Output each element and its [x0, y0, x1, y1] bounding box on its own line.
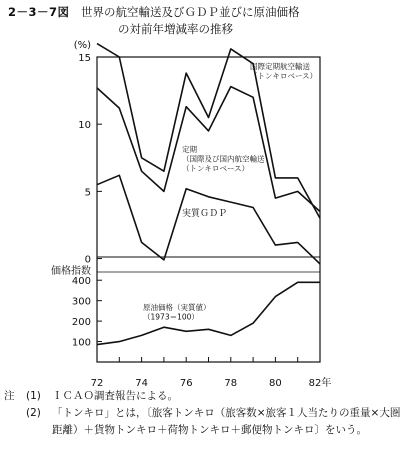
notes-label: 注 — [4, 390, 15, 402]
y-tick-label: 0 — [84, 254, 91, 266]
figure-title: 世界の航空輸送及びＧＤＰ並びに原油価格 — [81, 5, 300, 19]
x-tick-label: 78 — [224, 378, 238, 388]
series-label-intl-scheduled: 国際定期航空輸送（トンキロベース） — [250, 62, 318, 81]
y-tick-label: 10 — [78, 120, 91, 132]
note-text: 「トンキロ」とは，〔旅客トンキロ（旅客数×旅客１人当たりの重量×大圏距離）＋貨物トンキロ＋荷物トンキロ＋郵便物トンキロ〕をいう。 — [52, 407, 401, 436]
series-label-crude-oil: 原油価格（実質値）（1973＝100） — [143, 303, 211, 322]
series-label-real-gdp: 実質ＧＤＰ — [182, 209, 228, 219]
series-line-crude-oil — [97, 282, 320, 344]
note-text: ＩＣＡＯ調査報告による。 — [52, 390, 178, 402]
y-tick-label: 300 — [71, 296, 91, 308]
y-tick-label: 5 — [84, 187, 91, 199]
note-item — [4, 405, 406, 439]
y-tick-label: 100 — [71, 337, 91, 349]
x-tick-label: 76 — [179, 378, 193, 388]
notes-block — [4, 388, 406, 439]
series-line-real-gdp — [97, 175, 320, 264]
y-axis-label: 価格指数 — [51, 266, 91, 277]
note-index: (2) — [26, 407, 41, 419]
note-item — [4, 388, 406, 405]
y-tick-label: 400 — [71, 276, 91, 288]
x-tick-label: 80 — [269, 378, 282, 388]
x-tick-label: 82年 — [308, 378, 332, 388]
x-tick-label: 74 — [135, 378, 148, 388]
y-unit-label: (%) — [73, 40, 91, 51]
series-label-scheduled-total: 定期（国際及び国内航空輸送（トンキロベース） — [182, 145, 265, 173]
y-tick-label: 200 — [71, 317, 91, 329]
x-tick-label: 72 — [90, 378, 104, 388]
figure-number: 2－3－7図 — [8, 5, 70, 19]
figure-subtitle: の対前年増減率の推移 — [118, 22, 233, 36]
y-tick-label: 15 — [78, 53, 91, 64]
note-index: (1) — [26, 390, 41, 402]
